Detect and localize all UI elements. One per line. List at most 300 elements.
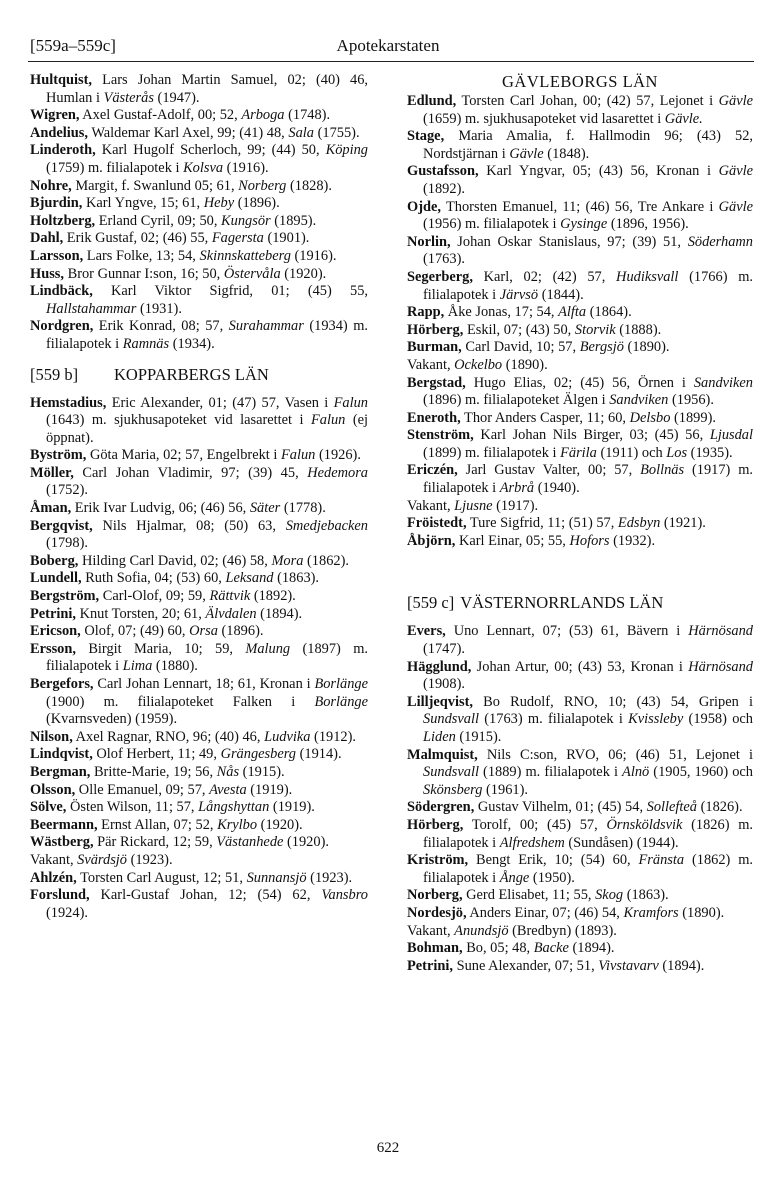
entry-text: (1940). (534, 480, 580, 497)
entry-text: Lars Folke, 13; 54, (83, 247, 200, 264)
entry-name: Lundell, (30, 570, 82, 587)
directory-entry (407, 799, 753, 817)
entry-name: Stage, (407, 128, 445, 145)
entry-text: Olof Herbert, 11; 49, (92, 746, 221, 763)
entry-name: Edlund, (407, 93, 457, 109)
section-code: [559 b] (30, 364, 79, 384)
entry-text: Knut Torsten, 20; 61, (75, 605, 206, 622)
entry-name: Byström, (30, 447, 87, 464)
section-heading-kopparberg (30, 365, 368, 385)
entry-text: (1931). (136, 300, 182, 317)
entry-text: Karl Viktor Sigfrid, 01; (45) 55, (92, 283, 368, 300)
entry-text: (1917). (492, 497, 539, 514)
entry-text: (1888). (615, 321, 662, 338)
entry-text: Erik Gustaf, 02; (46) 55, (63, 230, 212, 247)
entry-text: Pär Rickard, 12; 59, (93, 834, 217, 851)
entry-text: (1766) m. filialapotek i (423, 268, 753, 303)
entry-text: Bo Rudolf, RNO, 10; (43) 54, Gripen i (472, 693, 753, 710)
entry-place: Sandviken (609, 392, 669, 409)
section-title: VÄSTERNORRLANDS LÄN (460, 593, 664, 613)
directory-entry (30, 266, 368, 284)
entry-place: Alnö (622, 764, 650, 781)
entry-text: (1900) m. filialapoteket Falken i (46, 693, 315, 710)
directory-entry (30, 125, 368, 143)
entry-text: (1752). (46, 482, 88, 499)
entry-text: (1863). (623, 887, 669, 904)
directory-entry (407, 234, 753, 269)
entry-place: Lima (122, 658, 153, 675)
entry-text: (1890). (623, 339, 670, 356)
section-range-header: [559a–559c] (30, 36, 116, 55)
entry-text: (1919). (269, 799, 315, 816)
entry-text: (1916). (223, 159, 269, 176)
entry-name: Dahl, (30, 230, 64, 247)
directory-entry (30, 729, 368, 747)
entry-text: (1934). (169, 335, 215, 352)
entry-place: Mora (271, 552, 304, 569)
entry-text: Östen Wilson, 11; 57, (66, 799, 199, 816)
entry-place: Edsbyn (617, 515, 661, 532)
entry-text: (1921). (660, 515, 706, 532)
directory-entry (407, 940, 753, 958)
entry-text: Karl-Gustaf Johan, 12; (54) 62, (89, 887, 322, 904)
entry-name: Ericzén, (407, 462, 458, 479)
entry-name: Boberg, (30, 552, 79, 569)
directory-entry (30, 395, 368, 448)
entry-text: Gerd Elisabet, 11; 55, (462, 887, 596, 904)
directory-entry (30, 230, 368, 248)
entry-place: Sollefteå (646, 799, 697, 816)
directory-entry (30, 817, 368, 835)
entry-text: (1923). (306, 869, 353, 886)
entry-name: Larsson, (30, 247, 84, 264)
entry-text: (1844). (538, 286, 584, 303)
entry-name: Linderoth, (30, 142, 96, 159)
entry-place: Älvdalen (205, 605, 257, 622)
directory-entry (407, 659, 753, 694)
entry-text: (1759) m. filialapotek i (46, 159, 184, 176)
entry-text: (1763) m. filialapotek i (478, 711, 629, 728)
entry-text: Britte-Marie, 19; 56, (90, 763, 217, 780)
entry-place: Färila (560, 444, 597, 461)
entry-name: Åman, (30, 500, 72, 517)
entry-text: Axel Ragnar, RNO, 96; (40) 46, (72, 728, 265, 745)
directory-entry (30, 606, 368, 624)
entry-place: Hofors (569, 532, 610, 549)
entry-name: Nordgren, (30, 318, 94, 335)
directory-entry (30, 834, 368, 852)
entry-text: (1915). (239, 763, 285, 780)
entry-place: Backe (533, 940, 569, 957)
entry-name: Hägglund, (407, 658, 472, 675)
entry-name: Nordesjö, (407, 904, 467, 921)
directory-entry (30, 248, 368, 266)
entry-place: Falun (333, 394, 368, 411)
entry-text: Ruth Sofia, 04; (53) 60, (81, 570, 226, 587)
entry-name: Bjurdin, (30, 195, 83, 212)
entry-place: Fränsta (638, 852, 685, 869)
entry-list-vasternorrland (407, 623, 753, 975)
entry-text: Carl Johan Lennart, 18; 61, Kronan i (93, 676, 315, 692)
entry-name: Hörberg, (407, 816, 464, 833)
left-column (30, 72, 368, 922)
entry-text: (1899). (670, 409, 716, 426)
entry-name: Petrini, (30, 605, 76, 622)
section-heading-gavleborg (407, 72, 753, 92)
entry-place: Gävle (509, 145, 544, 162)
entry-place: Gävle (718, 93, 753, 109)
entry-text: Margit, f. Swanlund 05; 61, (71, 177, 239, 194)
entry-text: (1798). (46, 535, 88, 552)
entry-text: (1763). (423, 251, 465, 268)
entry-name: Ojde, (407, 198, 441, 215)
entry-place: Alfta (558, 304, 587, 321)
entry-place: Norberg (238, 177, 287, 194)
entry-name: Möller, (30, 464, 74, 481)
entry-text: Eskil, 07; (43) 50, (463, 321, 575, 338)
entry-text: (1826) m. filialapotek i (423, 816, 754, 851)
entry-text: (1956) m. filialapotek i (423, 216, 561, 233)
entry-text: (1926). (315, 447, 361, 464)
entry-text: (1895). (270, 212, 317, 229)
entry-text: Karl, 02; (42) 57, (472, 268, 617, 285)
entry-place: Bergsjö (579, 339, 624, 356)
entry-place: Säter (249, 500, 281, 517)
directory-entry (30, 195, 368, 213)
entry-name: Wästberg, (30, 834, 94, 851)
entry-text: Johan Oskar Stanislaus, 97; (39) 51, (450, 233, 688, 250)
entry-text: Hilding Carl David, 02; (46) 58, (78, 552, 272, 569)
entry-text: (1643) m. sjukhusapoteket vid lasarettet i (46, 412, 311, 429)
section-heading-vasternorrland (407, 593, 753, 613)
entry-text: (1862) m. filialapotek i (423, 852, 754, 886)
entry-place: Skinnskatteberg (199, 247, 291, 264)
entry-place: Kolsva (183, 159, 224, 176)
entry-place: Alfredshem (499, 834, 565, 851)
entry-name: Beermann, (30, 816, 98, 833)
entry-name: Olsson, (30, 781, 76, 798)
entry-text: (1896). (234, 195, 280, 212)
entry-text: Bror Gunnar I:son, 16; 50, (64, 265, 224, 282)
entry-text: Bo, 05; 48, (462, 940, 534, 957)
entry-text: Torsten Carl August, 12; 51, (76, 869, 247, 886)
entry-place: Malung (245, 640, 291, 657)
entry-name: Nilson, (30, 728, 73, 745)
entry-text: Åke Jonas, 17; 54, (444, 304, 559, 321)
entry-text: Vakant, (30, 851, 78, 868)
entry-text: Sune Alexander, 07; 51, (452, 957, 599, 974)
directory-entry (30, 500, 368, 518)
entry-place: Härnösand (688, 658, 753, 675)
entry-place: Ånge (499, 869, 530, 886)
entry-place: Härnösand (688, 623, 753, 640)
entry-text: (1862). (303, 552, 349, 569)
entry-text: Nils C:son, RVO, 06; (46) 51, Lejonet i (477, 746, 753, 763)
entry-name: Segerberg, (407, 268, 473, 285)
entry-list-vastmanland (30, 72, 368, 354)
entry-text: (1778). (280, 500, 326, 517)
entry-text: Karl Einar, 05; 55, (455, 532, 570, 549)
entry-name: Nohre, (30, 177, 72, 194)
entry-name: Bergqvist, (30, 517, 93, 534)
entry-place: Kramfors (623, 904, 679, 921)
entry-place: Arboga (241, 107, 285, 124)
directory-entry (30, 142, 368, 177)
entry-text: Birgit Maria, 10; 59, (75, 640, 246, 657)
directory-entry (407, 269, 753, 304)
entry-place: Köping (325, 142, 368, 159)
entry-name: Eneroth, (407, 409, 461, 426)
directory-entry (407, 322, 753, 340)
directory-entry (30, 570, 368, 588)
entry-place: Surahammar (228, 318, 304, 335)
entry-text: Olof, 07; (49) 60, (80, 623, 190, 640)
directory-entry (30, 178, 368, 196)
entry-text: (1828). (286, 177, 332, 194)
directory-entry (407, 747, 753, 800)
entry-text: (1956). (668, 392, 714, 409)
entry-text: (1894). (658, 957, 705, 974)
entry-place: Kvissleby (628, 711, 684, 728)
entry-place: Los (666, 444, 688, 461)
entry-text: Jarl Gustav Valter, 00; 57, (457, 462, 641, 479)
entry-place: Ljusdal (709, 427, 753, 444)
entry-text: (1747). (423, 641, 465, 658)
entry-place: Söderhamn (687, 233, 753, 250)
entry-text: Karl Hugolf Scherloch, 99; (44) 50, (95, 142, 326, 159)
entry-text: Erik Ivar Ludvig, 06; (46) 56, (71, 500, 250, 517)
entry-name: Fröistedt, (407, 515, 467, 532)
entry-text: (Bredbyn) (1893). (508, 922, 617, 939)
entry-text: (1755). (313, 124, 360, 141)
entry-text: (1920). (283, 834, 329, 851)
entry-name: Rapp, (407, 304, 445, 321)
entry-text: (1911) och (596, 444, 667, 461)
directory-entry (30, 213, 368, 231)
entry-text: (1659) m. sjukhusapoteket vid lasarettet i (423, 110, 665, 127)
directory-entry (30, 553, 368, 571)
entry-place: Borlänge (314, 676, 368, 692)
entry-text: (1826). (697, 799, 743, 816)
directory-entry (407, 304, 753, 322)
entry-place: Liden (423, 729, 456, 745)
entry-place: Gävle. (664, 110, 703, 127)
entry-place: Kungsör (221, 212, 271, 229)
entry-name: Lindqvist, (30, 746, 93, 763)
entry-text: Torsten Carl Johan, 00; (42) 57, Lejonet i (456, 93, 719, 109)
section-code: [559 c] (407, 593, 455, 613)
directory-entry (407, 339, 753, 357)
directory-entry (407, 817, 753, 852)
entry-name: Norlin, (407, 233, 451, 250)
directory-entry (30, 887, 368, 922)
entry-text: (1889) m. filialapotek i (478, 764, 623, 781)
directory-entry (407, 905, 753, 923)
entry-text: (1901). (263, 230, 310, 247)
entry-name: Ersson, (30, 640, 76, 657)
entry-text: (1896) m. filialapoteket Älgen i (423, 392, 610, 409)
entry-text: Vakant, (407, 356, 455, 373)
entry-text: Thor Anders Casper, 11; 60, (460, 409, 630, 426)
entry-text: (1916). (290, 247, 337, 264)
directory-entry (30, 318, 368, 353)
directory-entry (30, 676, 368, 729)
entry-text: Carl David, 10; 57, (461, 339, 580, 356)
entry-place: Sundsvall (423, 711, 479, 728)
directory-entry (407, 163, 753, 198)
entry-text: (1920). (257, 816, 303, 833)
entry-place: Arbrå (499, 480, 535, 497)
directory-entry (407, 375, 753, 410)
directory-entry (407, 958, 753, 976)
entry-name: Åbjörn, (407, 532, 456, 549)
entry-place: Krylbo (217, 816, 258, 833)
entry-name: Hörberg, (407, 321, 464, 338)
section-title: KOPPARBERGS LÄN (114, 364, 269, 384)
directory-entry (30, 764, 368, 782)
entry-place: Anundsjö (454, 922, 509, 939)
entry-text: (1848). (543, 145, 590, 162)
entry-text: Maria Amalia, f. Hallmodin 96; (43) 52, Nordstjärnan i (423, 128, 753, 162)
entry-name: Wigren, (30, 107, 80, 124)
entry-text: (1905, 1960) och (649, 764, 753, 781)
directory-entry (407, 427, 753, 462)
directory-entry (30, 518, 368, 553)
entry-text: Uno Lennart, 07; (53) 61, Bävern i (445, 623, 689, 640)
entry-text: (1890). (678, 904, 725, 921)
entry-text: (1935). (687, 444, 733, 461)
entry-text: Carl Johan Vladimir, 97; (39) 45, (73, 464, 308, 481)
entry-place: Sunnansjö (246, 869, 307, 886)
entry-place: Sundsvall (423, 764, 479, 781)
entry-text: (1908). (423, 676, 465, 693)
entry-place: Skog (595, 887, 624, 904)
entry-list-kopparberg (30, 395, 368, 923)
directory-entry (407, 462, 753, 497)
entry-text: (1950). (529, 869, 575, 886)
entry-name: Andelius, (30, 124, 88, 141)
entry-text: Thorsten Emanuel, 11; (46) 56, Tre Ankare i (440, 198, 719, 215)
entry-name: Bohman, (407, 940, 463, 957)
entry-text: Lars Johan Martin Samuel, 02; (40) 46, Humlan i (46, 72, 368, 106)
entry-name: Ericson, (30, 623, 81, 640)
entry-place: Östervåla (223, 265, 281, 282)
entry-name: Bergstad, (407, 374, 466, 391)
directory-entry (30, 746, 368, 764)
entry-text: (1912). (310, 728, 357, 745)
entry-place: Örnsköldsvik (606, 816, 683, 833)
entry-place: Västerås (103, 89, 154, 106)
directory-entry (30, 447, 368, 465)
entry-place: Hudiksvall (616, 268, 679, 285)
entry-name: Norberg, (407, 887, 463, 904)
entry-place: Ockelbo (454, 356, 503, 373)
entry-name: Ahlzén, (30, 869, 77, 886)
directory-entry (30, 465, 368, 500)
entry-text: Axel Gustaf-Adolf, 00; 52, (79, 107, 242, 124)
entry-place: Ludvika (264, 728, 311, 745)
entry-text: Ture Sigfrid, 11; (51) 57, (466, 515, 618, 532)
entry-text: (1890). (502, 356, 548, 373)
entry-text: Carl-Olof, 09; 59, (99, 588, 210, 605)
entry-text: Olle Emanuel, 09; 57, (75, 781, 210, 798)
directory-entry (30, 782, 368, 800)
entry-place: Heby (203, 195, 235, 212)
entry-text: Hugo Elias, 02; (45) 56, Örnen i (465, 374, 694, 391)
entry-text: Waldemar Karl Axel, 99; (41) 48, (87, 124, 289, 141)
entry-text: (1892). (250, 588, 296, 605)
entry-place: Falun (280, 447, 316, 464)
entry-text: (1917) m. filialapotek i (423, 462, 753, 497)
entry-place: Leksand (225, 570, 274, 587)
header-rule (28, 61, 754, 62)
entry-name: Huss, (30, 265, 64, 282)
entry-name: Hultquist, (30, 72, 92, 88)
entry-place: Skönsberg (423, 781, 483, 798)
entry-text: (1896). (217, 623, 264, 640)
entry-place: Falun (310, 412, 346, 429)
entry-place: Gävle (718, 198, 753, 215)
directory-entry (407, 923, 753, 941)
entry-name: Hemstadius, (30, 394, 107, 411)
entry-text: (1894). (256, 605, 303, 622)
entry-place: Sandviken (693, 374, 753, 391)
entry-text: (1947). (153, 89, 200, 106)
entry-text: (1864). (586, 304, 632, 321)
directory-entry (30, 641, 368, 676)
directory-entry (407, 515, 753, 533)
entry-place: Svärdsjö (77, 851, 127, 868)
entry-place: Bollnäs (640, 462, 685, 479)
entry-text: (1896, 1956). (607, 216, 689, 233)
entry-text: (1924). (46, 904, 88, 921)
entry-name: Lilljeqvist, (407, 693, 473, 710)
entry-text: (1899) m. filialapotek i (423, 444, 561, 461)
entry-text: Anders Einar, 07; (46) 54, (466, 904, 624, 921)
entry-text: (1880). (152, 658, 198, 675)
entry-name: Forslund, (30, 887, 90, 904)
entry-place: Smedjebacken (285, 517, 368, 534)
entry-text: (ej öppnat). (46, 412, 368, 446)
entry-place: Sala (288, 124, 314, 141)
directory-entry (407, 357, 753, 375)
directory-entry (30, 107, 368, 125)
entry-text: Erik Konrad, 08; 57, (93, 318, 229, 335)
entry-text: (1934) m. filialapotek i (46, 318, 368, 352)
entry-text: Karl Yngvar, 05; (43) 56, Kronan i (478, 163, 719, 180)
directory-entry (407, 498, 753, 516)
entry-place: Orsa (189, 623, 218, 640)
entry-place: Avesta (209, 781, 247, 798)
entry-text: Ernst Allan, 07; 52, (97, 816, 218, 833)
directory-entry (30, 852, 368, 870)
entry-place: Grängesberg (220, 746, 296, 763)
entry-name: Gustafsson, (407, 163, 479, 180)
directory-entry (407, 410, 753, 428)
directory-entry (407, 694, 753, 747)
entry-place: Fagersta (211, 230, 264, 247)
entry-name: Holtzberg, (30, 212, 96, 229)
entry-text: (1961). (482, 781, 528, 798)
entry-place: Järvsö (499, 286, 539, 303)
entry-text: Vakant, (407, 497, 455, 514)
entry-text: (1914). (295, 746, 342, 763)
entry-text: Karl Johan Nils Birger, 03; (45) 56, (473, 427, 710, 444)
entry-name: Kriström, (407, 852, 469, 869)
entry-text: (1897) m. filialapotek i (46, 640, 368, 675)
entry-text: Johan Artur, 00; (43) 53, Kronan i (471, 658, 689, 675)
entry-name: Petrini, (407, 957, 453, 974)
